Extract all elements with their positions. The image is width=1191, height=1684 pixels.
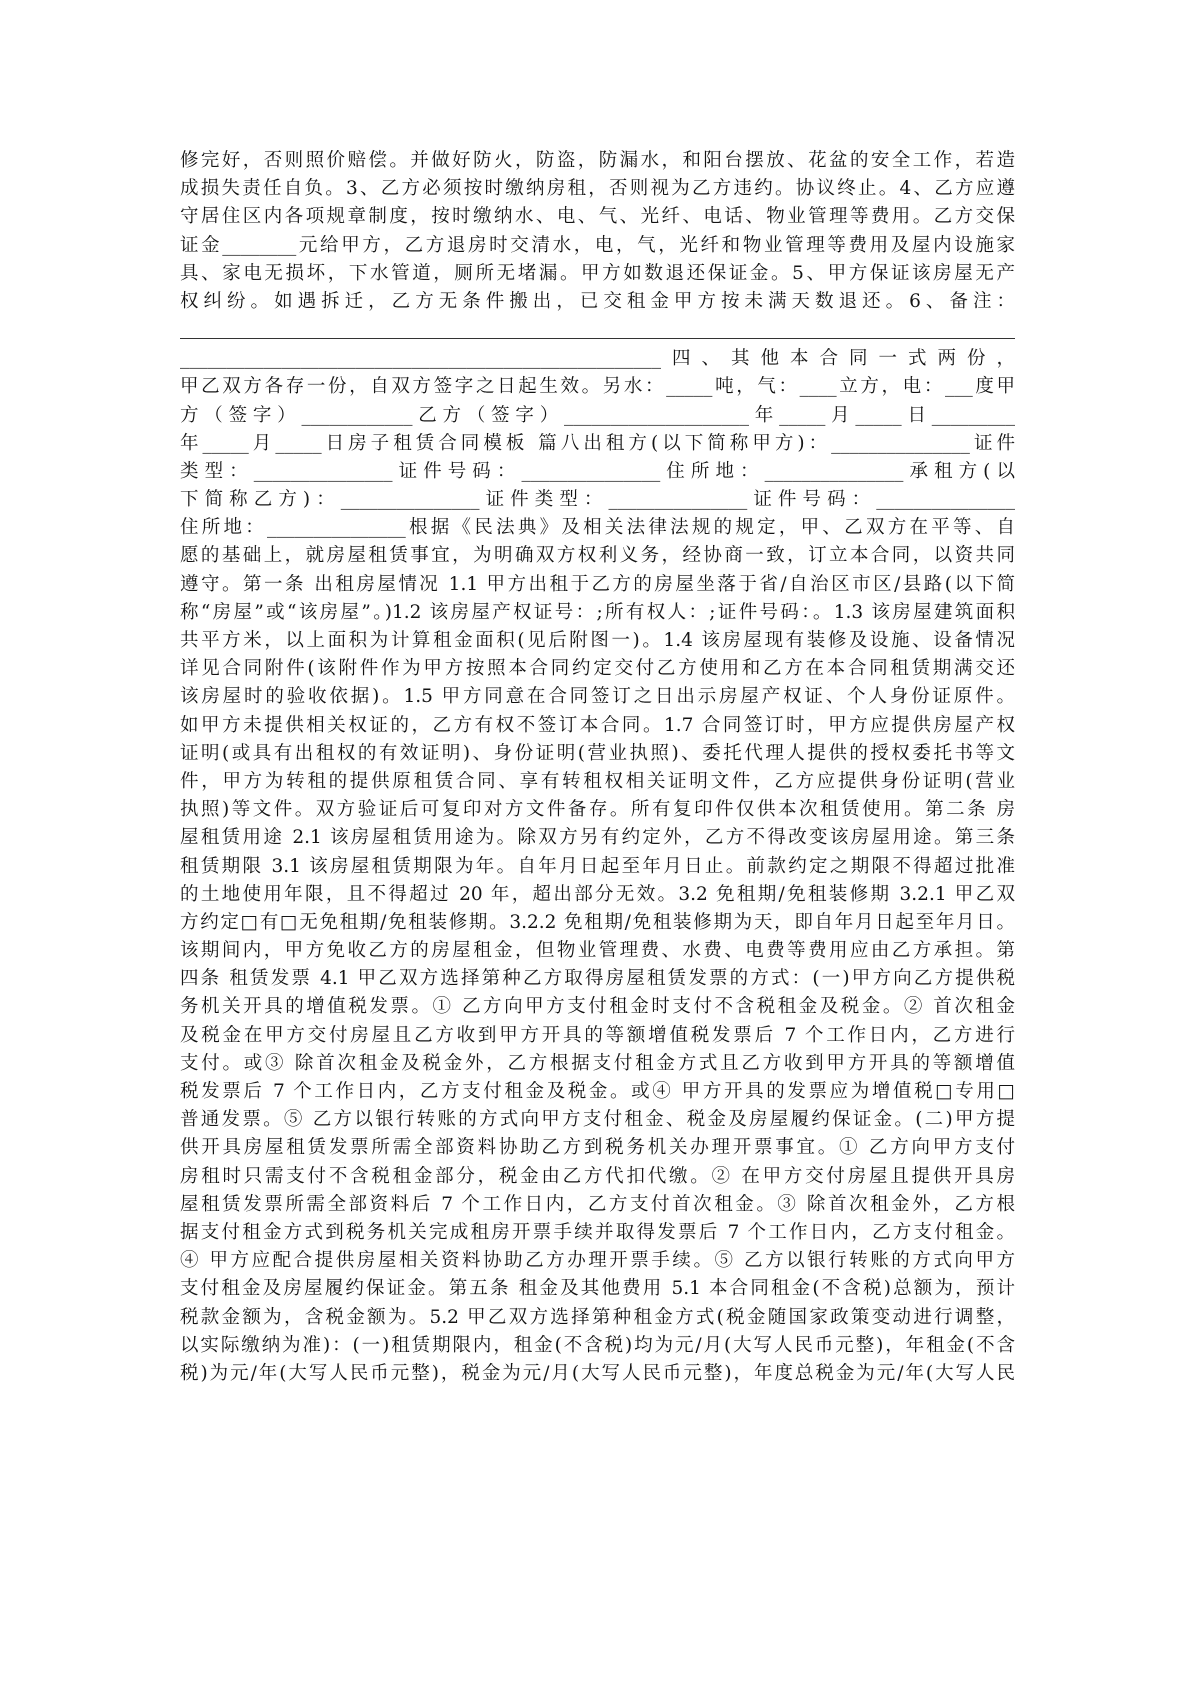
body-line: 愿的基础上，就房屋租赁事宜，为明确双方权利义务，经协商一致，订立本合同，以资共同	[180, 545, 1015, 567]
body-line: 证金________元给甲方，乙方退房时交清水，电，气，光纤和物业管理等费用及屋内设施家	[180, 234, 1015, 256]
body-line: 租赁期限 3.1 该房屋租赁期限为年。自年月日起至年月日止。前款约定之期限不得超过批准	[180, 855, 1015, 877]
body-line: 类型：_______________证件号码：_______________住所地：_______________承租方(以	[180, 460, 1015, 482]
body-line: 遵守。第一条 出租房屋情况 1.1 甲方出租于乙方的房屋坐落于省/自治区市区/县路(以下简	[180, 573, 1015, 595]
body-line: 房租时只需支付不含税租金部分，税金由乙方代扣代缴。② 在甲方交付房屋且提供开具房	[180, 1165, 1015, 1187]
body-line: 以实际缴纳为准)：(一)租赁期限内，租金(不含税)均为元/月(大写人民币元整)，年租金(不含	[180, 1334, 1015, 1356]
body-line: 成损失责任自负。3、乙方必须按时缴纳房租，否则视为乙方违约。协议终止。4、乙方应遵	[180, 178, 1015, 200]
body-line: 供开具房屋租赁发票所需全部资料协助乙方到税务机关办理开票事宜。① 乙方向甲方支付	[180, 1137, 1015, 1159]
body-line: 屋租赁发票所需全部资料后 7 个工作日内，乙方支付首次租金。③ 除首次租金外，乙方根	[180, 1193, 1015, 1215]
body-line: 具、家电无损坏，下水管道，厕所无堵漏。甲方如数退还保证金。5、甲方保证该房屋无产	[180, 262, 1015, 284]
body-line: ④ 甲方应配合提供房屋相关资料协助乙方办理开票手续。⑤ 乙方以银行转账的方式向甲方	[180, 1250, 1015, 1272]
remarks-blank-line	[180, 316, 1015, 339]
body-line: 该期间内，甲方免收乙方的房屋租金，但物业管理费、水费、电费等费用应由乙方承担。第	[180, 940, 1015, 962]
body-line: 详见合同附件(该附件作为甲方按照本合同约定交付乙方使用和乙方在本合同租赁期满交还	[180, 658, 1015, 680]
body-line: 务机关开具的增值税发票。① 乙方向甲方支付租金时支付不含税租金及税金。② 首次租金	[180, 996, 1015, 1018]
body-line: 税款金额为，含税金额为。5.2 甲乙双方选择第种租金方式(税金随国家政策变动进行调整，	[180, 1306, 1015, 1328]
body-line: 税发票后 7 个工作日内，乙方支付租金及税金。或④ 甲方开具的发票应为增值税□专用□	[180, 1081, 1015, 1102]
body-line: 甲乙双方各存一份，自双方签字之日起生效。另水：_____吨，气：____立方，电：___度甲	[180, 376, 1015, 398]
body-line: ____________________________________________________四、其他本合同一式两份，	[180, 348, 1015, 370]
body-line: 支付。或③ 除首次租金及税金外，乙方根据支付租金方式且乙方收到甲方开具的等额增值	[180, 1052, 1015, 1074]
body-line: 共平方米，以上面积为计算租金面积(见后附图一)。1.4 该房屋现有装修及设施、设备情况	[180, 630, 1015, 651]
body-line: 如甲方未提供相关权证的，乙方有权不签订本合同。1.7 合同签订时，甲方应提供房屋产权	[180, 714, 1015, 736]
body-line: 的土地使用年限，且不得超过 20 年，超出部分无效。3.2 免租期/免租装修期 3.2.1 甲乙双	[180, 883, 1015, 905]
document-page	[180, 147, 1015, 1388]
body-line: 普通发票。⑤ 乙方以银行转账的方式向甲方支付租金、税金及房屋履约保证金。(二)甲方提	[180, 1109, 1015, 1131]
body-line: 证明(或具有出租权的有效证明)、身份证明(营业执照)、委托代理人提供的授权委托书等文	[180, 742, 1015, 764]
body-line: 年_____月_____日房子租赁合同模板 篇八出租方(以下简称甲方)：_______________证件	[180, 432, 1015, 454]
body-line: 及税金在甲方交付房屋且乙方收到甲方开具的等额增值税发票后 7 个工作日内，乙方进行	[180, 1024, 1015, 1046]
body-line: 方（签字）____________乙方（签字）____________________年_____月_____日_________	[180, 404, 1015, 426]
body-line: 守居住区内各项规章制度，按时缴纳水、电、气、光纤、电话、物业管理等费用。乙方交保	[180, 206, 1015, 228]
body-line: 权纠纷。如遇拆迁，乙方无条件搬出，已交租金甲方按未满天数退还。6、备注：	[180, 290, 1015, 312]
body-line: 件，甲方为转租的提供原租赁合同、享有转租权相关证明文件，乙方应提供身份证明(营业	[180, 770, 1015, 792]
body-line: 支付租金及房屋履约保证金。第五条 租金及其他费用 5.1 本合同租金(不含税)总额为，预计	[180, 1278, 1015, 1300]
body-line: 该房屋时的验收依据)。1.5 甲方同意在合同签订之日出示房屋产权证、个人身份证原件。	[180, 686, 1015, 708]
body-line: 方约定□有□无免租期/免租装修期。3.2.2 免租期/免租装修期为天，即自年月日起至年月日。	[180, 911, 1015, 933]
body-line: 称“房屋”或“该房屋”。)1.2 该房屋产权证号：;所有权人：;证件号码：。1.3 该房屋建筑面积	[180, 601, 1015, 623]
body-line: 下简称乙方)：_______________证件类型：_______________证件号码：_______________	[180, 489, 1015, 511]
body-line: 据支付租金方式到税务机关完成租房开票手续并取得发票后 7 个工作日内，乙方支付租金。	[180, 1221, 1015, 1243]
body-line: 四条 租赁发票 4.1 甲乙双方选择第种乙方取得房屋租赁发票的方式：(一)甲方向乙方提供税	[180, 968, 1015, 990]
body-line: 住所地：_______________根据《民法典》及相关法律法规的规定，甲、乙双方在平等、自	[180, 517, 1015, 539]
body-line: 屋租赁用途 2.1 该房屋租赁用途为。除双方另有约定外，乙方不得改变该房屋用途。第三条	[180, 827, 1015, 849]
body-line: 执照)等文件。双方验证后可复印对方文件备存。所有复印件仅供本次租赁使用。第二条 房	[180, 799, 1015, 821]
body-line: 税)为元/年(大写人民币元整)，税金为元/月(大写人民币元整)，年度总税金为元/年(大写人民	[180, 1362, 1015, 1384]
body-line: 修完好，否则照价赔偿。并做好防火，防盗，防漏水，和阳台摆放、花盆的安全工作，若造	[180, 150, 1015, 171]
